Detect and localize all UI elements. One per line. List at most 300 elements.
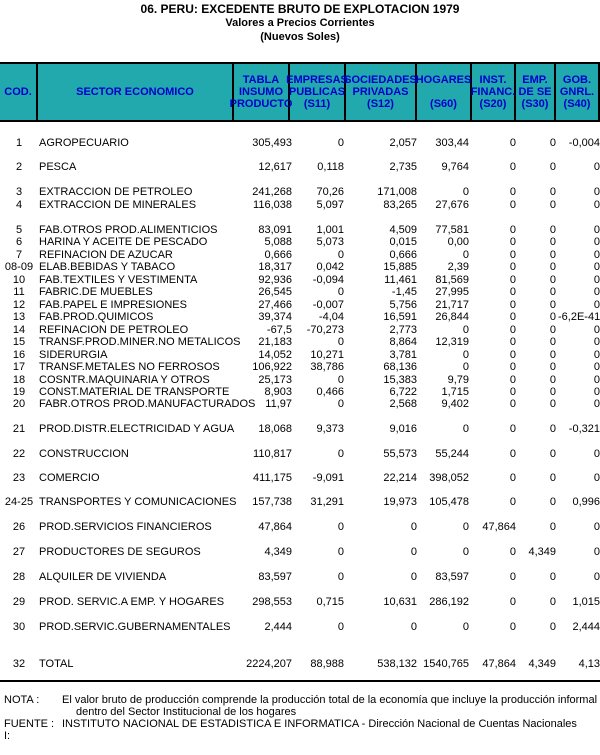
- header-line: GOB.: [562, 74, 592, 86]
- cell-s30: 0: [549, 186, 556, 198]
- cell-tab: 18,068: [258, 423, 292, 435]
- cell-hog: 9,402: [441, 398, 469, 410]
- cell-cod: 1: [15, 137, 23, 149]
- cell-s40: 0: [593, 199, 600, 211]
- header-line: (S60): [430, 98, 457, 110]
- header-line: INST.: [479, 74, 507, 86]
- cell-s30: 0: [549, 448, 556, 460]
- cell-s40: 0: [593, 161, 600, 173]
- cell-s30: 0: [549, 236, 556, 248]
- cell-soc: 19,973: [383, 496, 417, 508]
- cell-tab: 411,175: [253, 472, 292, 484]
- table-row: [0, 161, 600, 174]
- cell-s30: 4,349: [528, 546, 556, 558]
- cell-sector: HARINA Y ACEITE DE PESCADO: [39, 236, 208, 248]
- cell-hog: 1,715: [441, 386, 469, 398]
- cell-s20: 0: [509, 472, 516, 484]
- nota-line-2: dentro del Sector Institucional de los hogares: [76, 706, 297, 718]
- cell-tab: 27,466: [258, 299, 292, 311]
- table-row: [0, 496, 600, 509]
- cell-s20: 0: [509, 349, 516, 361]
- cell-s30: 0: [549, 261, 556, 273]
- cell-hog: 12,319: [435, 336, 469, 348]
- cell-hog: 21,717: [435, 299, 469, 311]
- cell-emp: 10,271: [310, 349, 344, 361]
- cell-soc: 15,383: [383, 374, 417, 386]
- cell-soc: 55,573: [383, 448, 417, 460]
- cell-emp: 0: [337, 448, 344, 460]
- header-line: SOCIEDADES: [344, 74, 417, 86]
- cell-s20: 0: [509, 161, 516, 173]
- cell-sector: AGROPECUARIO: [39, 137, 129, 149]
- cell-emp: 0,466: [316, 386, 344, 398]
- header-line: PRODUCTO: [229, 98, 293, 110]
- cell-s30: 0: [549, 324, 556, 336]
- cell-s20: 0: [509, 448, 516, 460]
- cell-sector: FAB.PROD.QUIMICOS: [39, 311, 154, 323]
- cell-hog: 0,00: [447, 236, 469, 248]
- table-row: [0, 286, 600, 299]
- cell-sector: FAB.TEXTILES Y VESTIMENTA: [39, 274, 198, 286]
- cell-soc: 3,781: [389, 349, 417, 361]
- header-line: SECTOR ECONOMICO: [76, 86, 194, 98]
- cell-soc: 2,735: [389, 161, 417, 173]
- title-line-2: Valores a Precios Corrientes: [225, 17, 375, 29]
- cell-hog: 0: [462, 349, 469, 361]
- header-gob-gnrl: [556, 64, 600, 120]
- cell-tab: 2,444: [264, 621, 292, 633]
- cell-cod: 18: [12, 374, 26, 386]
- header-line: PUBLICAS: [288, 86, 346, 98]
- cell-tab: 47,864: [258, 521, 292, 533]
- cell-tab: 106,922: [252, 361, 292, 373]
- cell-s30: 4,349: [528, 658, 556, 670]
- table-row: [0, 658, 600, 671]
- cell-hog: 0: [462, 521, 469, 533]
- cell-emp: 1,001: [316, 224, 344, 236]
- cell-s30: 0: [549, 571, 556, 583]
- cell-s40: 0: [593, 299, 600, 311]
- cell-tab: 12,617: [258, 161, 292, 173]
- table-row: [0, 596, 600, 609]
- cell-s40: 0: [593, 324, 600, 336]
- cell-tab: 83,597: [258, 571, 292, 583]
- cell-emp: -9,091: [312, 472, 344, 484]
- cell-s40: -0,321: [568, 423, 600, 435]
- cell-soc: 15,885: [383, 261, 417, 273]
- cell-tab: 2224,207: [246, 658, 292, 670]
- cell-cod: 14: [12, 324, 26, 336]
- cell-cod: 29: [12, 596, 26, 608]
- cell-soc: 171,008: [377, 186, 417, 198]
- cell-cod: 3: [15, 186, 23, 198]
- cell-s20: 0: [509, 398, 516, 410]
- cell-hog: 0: [462, 361, 469, 373]
- cell-soc: 10,631: [383, 596, 417, 608]
- cell-cod: 23: [12, 472, 26, 484]
- cell-soc: 0: [410, 621, 417, 633]
- cell-s20: 47,864: [482, 658, 516, 670]
- cell-s30: 0: [549, 286, 556, 298]
- cell-tab: 241,268: [252, 186, 292, 198]
- footer-marker: I:: [4, 730, 11, 742]
- cell-sector: PRODUCTORES DE SEGUROS: [39, 546, 201, 558]
- cell-s20: 0: [509, 423, 516, 435]
- cell-soc: 6,722: [389, 386, 417, 398]
- cell-tab: 305,493: [252, 137, 292, 149]
- cell-tab: 5,088: [264, 236, 292, 248]
- cell-emp: 9,373: [316, 423, 344, 435]
- table-row: [0, 199, 600, 212]
- cell-sector: FABR.OTROS PROD.MANUFACTURADOS: [39, 398, 256, 410]
- header-line: TABLA: [242, 74, 280, 86]
- cell-hog: 303,44: [435, 137, 469, 149]
- header-line: GNRL.: [559, 86, 595, 98]
- cell-sector: EXTRACCION DE MINERALES: [39, 199, 197, 211]
- cell-s40: 0: [593, 398, 600, 410]
- cell-soc: 11,461: [384, 274, 417, 286]
- cell-emp: 0: [337, 374, 344, 386]
- cell-s20: 0: [509, 137, 516, 149]
- cell-s30: 0: [549, 249, 556, 261]
- cell-hog: 286,192: [429, 596, 469, 608]
- cell-soc: 2,773: [389, 324, 417, 336]
- cell-sector: COSNTR.MAQUINARIA Y OTROS: [39, 374, 210, 386]
- cell-cod: 17: [12, 361, 26, 373]
- cell-hog: 1540,765: [423, 658, 469, 670]
- cell-emp: 0: [337, 398, 344, 410]
- fuente-text: INSTITUTO NACIONAL DE ESTADISTICA E INFORMATICA - Dirección Nacional de Cuentas Nacionales: [62, 718, 577, 730]
- cell-s20: 0: [509, 374, 516, 386]
- cell-emp: -0,007: [312, 299, 344, 311]
- cell-sector: PROD. SERVIC.A EMP. Y HOGARES: [39, 596, 225, 608]
- cell-s40: 0: [593, 571, 600, 583]
- cell-s20: 0: [509, 299, 516, 311]
- cell-emp: 0: [337, 546, 344, 558]
- cell-s40: 0: [593, 224, 600, 236]
- table-title: [0, 2, 600, 44]
- header-line: INSUMO: [239, 86, 283, 98]
- cell-tab: 83,091: [258, 224, 292, 236]
- cell-s30: 0: [549, 621, 556, 633]
- cell-hog: 9,764: [441, 161, 469, 173]
- cell-sector: PESCA: [39, 161, 77, 173]
- cell-tab: 110,817: [253, 448, 292, 460]
- cell-s40: 2,444: [572, 621, 600, 633]
- header-line: (S12): [367, 98, 394, 110]
- cell-emp: 5,073: [316, 236, 344, 248]
- header-line: (S20): [479, 98, 507, 110]
- cell-cod: 2: [15, 161, 23, 173]
- cell-hog: 0: [462, 546, 469, 558]
- cell-s40: 4,13: [578, 658, 600, 670]
- cell-soc: -1,45: [391, 286, 417, 298]
- cell-s20: 0: [509, 236, 516, 248]
- cell-emp: 0: [337, 571, 344, 583]
- cell-hog: 398,052: [429, 472, 469, 484]
- cell-s30: 0: [549, 299, 556, 311]
- table-row: [0, 546, 600, 559]
- cell-s20: 0: [509, 361, 516, 373]
- cell-tab: 4,349: [264, 546, 292, 558]
- title-line-3: (Nuevos Soles): [260, 31, 340, 43]
- cell-sector: COMERCIO: [39, 472, 100, 484]
- header-empresas-publicas: [286, 64, 348, 120]
- cell-s20: 0: [509, 311, 516, 323]
- cell-soc: 4,509: [389, 224, 417, 236]
- cell-sector: PROD.DISTR.ELECTRICIDAD Y AGUA: [39, 423, 235, 435]
- cell-s30: 0: [549, 311, 556, 323]
- cell-cod: 22: [12, 448, 26, 460]
- cell-sector: CONST.MATERIAL DE TRANSPORTE: [39, 386, 230, 398]
- header-line: COD.: [4, 86, 32, 98]
- nota-line-1: El valor bruto de producción comprende la producción total de la economía que incluye la producción informal: [62, 694, 598, 706]
- cell-s30: 0: [549, 472, 556, 484]
- cell-s20: 0: [509, 249, 516, 261]
- cell-tab: 116,038: [253, 199, 292, 211]
- cell-tab: 18,317: [258, 261, 292, 273]
- cell-s40: 0: [593, 286, 600, 298]
- cell-emp: 31,291: [310, 496, 344, 508]
- table-row: [0, 336, 600, 349]
- cell-s20: 0: [509, 496, 516, 508]
- cell-s40: 0: [593, 349, 600, 361]
- cell-sector: FAB.PAPEL E IMPRESIONES: [39, 299, 187, 311]
- cell-emp: 0,715: [316, 596, 344, 608]
- cell-s40: -0,004: [568, 137, 600, 149]
- cell-soc: 68,136: [383, 361, 417, 373]
- table-row: [0, 137, 600, 150]
- cell-tab: 21,183: [258, 336, 292, 348]
- cell-s20: 0: [509, 596, 516, 608]
- cell-sector: ALQUILER DE VIVIENDA: [39, 571, 167, 583]
- cell-sector: ELAB.BEBIDAS Y TABACO: [39, 261, 176, 273]
- cell-s40: 1,015: [572, 596, 600, 608]
- header-line: DE SE: [518, 86, 552, 98]
- cell-soc: 0: [410, 571, 417, 583]
- cell-s30: 0: [549, 374, 556, 386]
- table-row: [0, 472, 600, 485]
- cell-s30: 0: [549, 224, 556, 236]
- cell-emp: 88,988: [310, 658, 344, 670]
- title-line-1: 06. PERU: EXCEDENTE BRUTO DE EXPLOTACION 1979: [140, 2, 460, 16]
- cell-hog: 0: [462, 249, 469, 261]
- cell-emp: 0,118: [317, 161, 344, 173]
- cell-emp: -0,094: [312, 274, 344, 286]
- cell-hog: 2,39: [447, 261, 469, 273]
- cell-cod: 10: [12, 274, 26, 286]
- cell-soc: 83,265: [383, 199, 417, 211]
- cell-soc: 2,057: [389, 137, 417, 149]
- cell-s30: 0: [549, 199, 556, 211]
- cell-hog: 27,676: [435, 199, 469, 211]
- cell-soc: 5,756: [389, 299, 417, 311]
- cell-tab: -67,5: [266, 324, 292, 336]
- cell-cod: 13: [12, 311, 26, 323]
- cell-sector: PROD.SERVIC.GUBERNAMENTALES: [39, 621, 231, 633]
- cell-sector: EXTRACCION DE PETROLEO: [39, 186, 193, 198]
- cell-cod: 27: [12, 546, 26, 558]
- cell-sector: CONSTRUCCION: [39, 448, 129, 460]
- header-line: [416, 86, 472, 98]
- header-line: EMPRESAS: [286, 74, 348, 86]
- cell-s40: 0,996: [572, 496, 600, 508]
- cell-soc: 0,666: [389, 249, 417, 261]
- cell-tab: 0,666: [264, 249, 292, 261]
- cell-sector: TRANSF.PROD.MINER.NO METALICOS: [39, 336, 241, 348]
- cell-cod: 4: [15, 199, 23, 211]
- fuente-label: FUENTE :: [4, 718, 55, 730]
- cell-hog: 0: [462, 324, 469, 336]
- header-sociedades-privadas: [346, 64, 417, 120]
- cell-hog: 83,597: [435, 571, 469, 583]
- cell-emp: 38,786: [310, 361, 344, 373]
- bottom-divider: [0, 680, 600, 682]
- cell-s30: 0: [549, 423, 556, 435]
- cell-s40: 0: [593, 361, 600, 373]
- table-row: [0, 236, 600, 249]
- cell-emp: 5,097: [316, 199, 344, 211]
- cell-hog: 81,569: [435, 274, 469, 286]
- cell-emp: -70,273: [306, 324, 344, 336]
- table-row: [0, 398, 600, 411]
- cell-sector: TOTAL: [39, 658, 74, 670]
- cell-s20: 0: [509, 286, 516, 298]
- cell-s20: 0: [509, 186, 516, 198]
- table-row: [0, 261, 600, 274]
- cell-s40: 0: [593, 249, 600, 261]
- cell-soc: 16,591: [383, 311, 417, 323]
- cell-cod: 16: [12, 349, 26, 361]
- table-row: [0, 448, 600, 461]
- cell-tab: 298,553: [252, 596, 292, 608]
- cell-s20: 47,864: [482, 521, 516, 533]
- cell-s30: 0: [549, 349, 556, 361]
- cell-cod: 5: [15, 224, 23, 236]
- cell-cod: 28: [12, 571, 26, 583]
- table-header: [0, 62, 600, 122]
- cell-soc: 538,132: [377, 658, 417, 670]
- cell-s30: 0: [549, 521, 556, 533]
- cell-emp: 0: [337, 521, 344, 533]
- table-row: [0, 361, 600, 374]
- cell-sector: TRANSPORTES Y COMUNICACIONES: [39, 496, 237, 508]
- cell-cod: 08-09: [4, 261, 34, 273]
- cell-s20: 0: [509, 261, 516, 273]
- cell-tab: 25,173: [258, 374, 292, 386]
- cell-emp: 0: [337, 336, 344, 348]
- table-row: [0, 521, 600, 534]
- cell-sector: PROD.SERVICIOS FINANCIEROS: [39, 521, 212, 533]
- cell-hog: 27,995: [435, 286, 469, 298]
- cell-tab: 157,738: [252, 496, 292, 508]
- table-row: [0, 423, 600, 436]
- cell-cod: 7: [15, 249, 23, 261]
- header-tabla-insumo-producto: [229, 64, 293, 120]
- cell-s30: 0: [549, 336, 556, 348]
- cell-emp: 0: [337, 621, 344, 633]
- cell-s20: 0: [509, 336, 516, 348]
- table-row: [0, 186, 600, 199]
- cell-tab: 39,374: [258, 311, 292, 323]
- header-inst-financ: [472, 64, 516, 120]
- table-row: [0, 311, 600, 324]
- cell-s40: 0: [593, 261, 600, 273]
- cell-sector: REFINACION DE PETROLEO: [39, 324, 189, 336]
- cell-hog: 0: [462, 186, 469, 198]
- cell-s20: 0: [509, 199, 516, 211]
- header-hogares: [417, 64, 472, 120]
- header-emp-de-se: [516, 64, 556, 120]
- cell-tab: 14,052: [258, 349, 292, 361]
- cell-cod: 19: [12, 386, 26, 398]
- cell-tab: 92,936: [258, 274, 292, 286]
- cell-s40: 0: [593, 186, 600, 198]
- cell-soc: 2,568: [389, 398, 417, 410]
- cell-tab: 26,545: [258, 286, 292, 298]
- cell-emp: 0: [337, 286, 344, 298]
- cell-cod: 26: [12, 521, 26, 533]
- cell-sector: FAB.OTROS PROD.ALIMENTICIOS: [39, 224, 218, 236]
- cell-tab: 8,903: [264, 386, 292, 398]
- cell-cod: 12: [12, 299, 26, 311]
- nota-label: NOTA :: [4, 694, 40, 706]
- cell-s30: 0: [549, 496, 556, 508]
- cell-cod: 21: [12, 423, 26, 435]
- cell-sector: TRANSF.METALES NO FERROSOS: [39, 361, 220, 373]
- cell-s40: 0: [593, 374, 600, 386]
- cell-hog: 0: [462, 621, 469, 633]
- cell-s30: 0: [549, 386, 556, 398]
- cell-s40: 0: [593, 546, 600, 558]
- cell-s30: 0: [549, 161, 556, 173]
- cell-emp: 0: [337, 249, 344, 261]
- cell-soc: 8,864: [389, 336, 417, 348]
- header-line: PRIVADAS: [352, 86, 409, 98]
- cell-s40: 0: [593, 236, 600, 248]
- cell-s30: 0: [549, 137, 556, 149]
- cell-sector: REFINACION DE AZUCAR: [39, 249, 173, 261]
- header-line: (S40): [563, 98, 591, 110]
- cell-s20: 0: [509, 224, 516, 236]
- cell-sector: FABRIC.DE MUEBLES: [39, 286, 153, 298]
- cell-s30: 0: [549, 398, 556, 410]
- table-row: [0, 571, 600, 584]
- cell-cod: 24-25: [4, 496, 34, 508]
- cell-cod: 32: [12, 658, 26, 670]
- cell-s40: 0: [593, 386, 600, 398]
- cell-s30: 0: [549, 274, 556, 286]
- cell-soc: 9,016: [389, 423, 417, 435]
- cell-s20: 0: [509, 386, 516, 398]
- cell-s20: 0: [509, 571, 516, 583]
- cell-s20: 0: [509, 274, 516, 286]
- cell-hog: 55,244: [435, 448, 469, 460]
- cell-cod: 15: [12, 336, 26, 348]
- cell-cod: 20: [12, 398, 26, 410]
- cell-s30: 0: [549, 596, 556, 608]
- table-row: [0, 621, 600, 634]
- cell-hog: 77,581: [435, 224, 469, 236]
- header-sector: [38, 64, 234, 120]
- cell-hog: 26,844: [435, 311, 469, 323]
- header-line: (S11): [303, 98, 331, 110]
- cell-emp: 70,26: [316, 186, 344, 198]
- cell-soc: 0: [410, 546, 417, 558]
- cell-cod: 6: [15, 236, 23, 248]
- header-line: EMP.: [522, 74, 548, 86]
- cell-tab: 11,97: [265, 398, 292, 410]
